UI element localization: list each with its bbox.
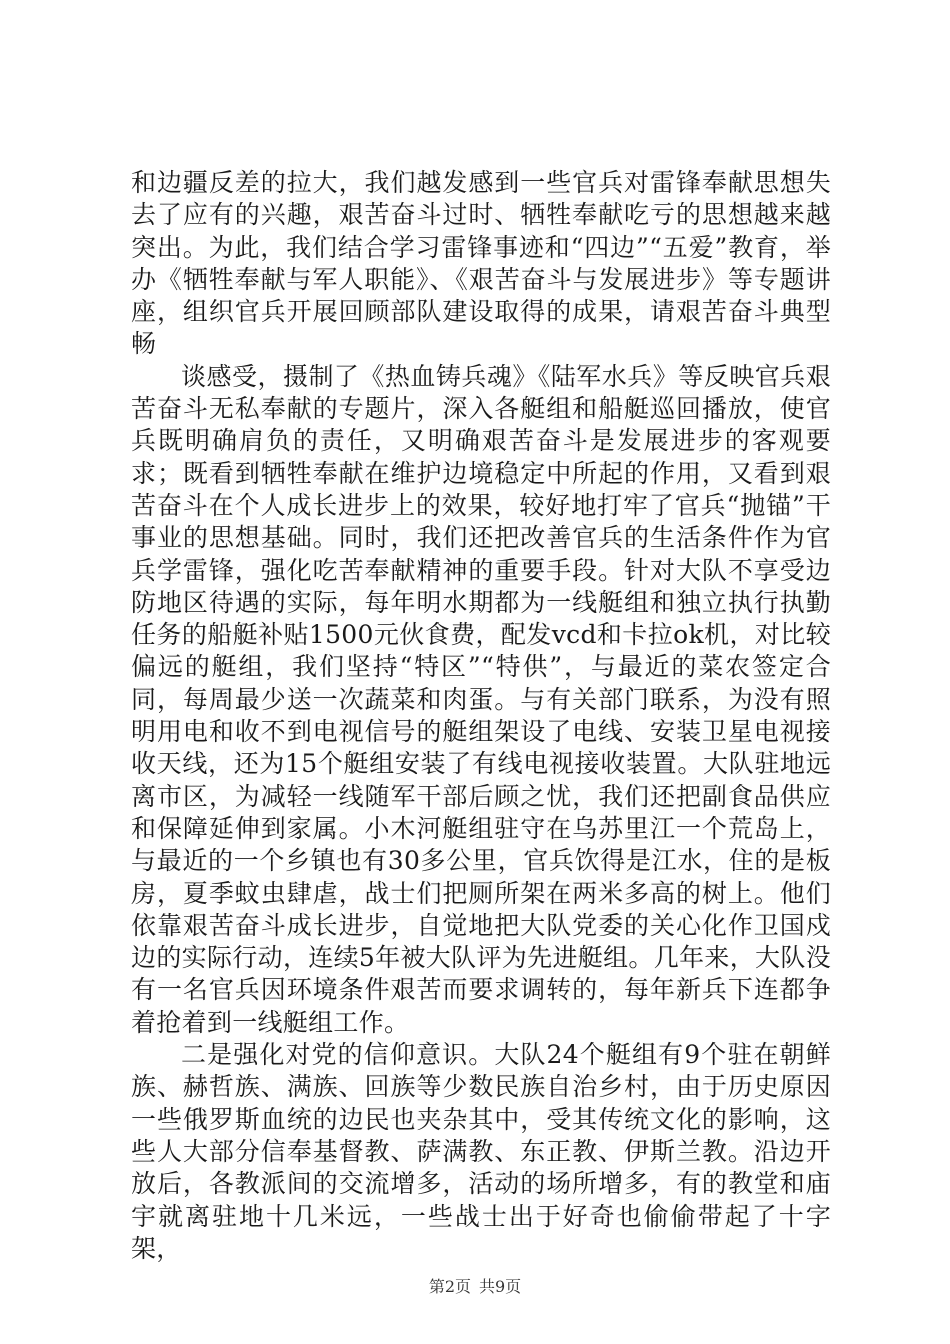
page-total: 共9页 xyxy=(479,1277,522,1296)
paragraph-3: 二是强化对党的信仰意识。大队24个艇组有9个驻在朝鲜族、赫哲族、满族、回族等少数民族自治乡村，由于历史原因一些俄罗斯血统的边民也夹杂其中，受其传统文化的影响，这些人大部分信奉基督教、萨满教、东正教、伊斯兰教。沿边开放后，各教派间的交流增多，活动的场所增多，有的教堂和庙宇就离驻地十几米远，一些战士出于好奇也偷偷带起了十字架， xyxy=(131,1040,831,1263)
page-footer xyxy=(0,1274,950,1297)
paragraph-2: 谈感受，摄制了《热血铸兵魂》《陆军水兵》等反映官兵艰苦奋斗无私奉献的专题片，深入各艇组和船艇巡回播放，使官兵既明确肩负的责任，又明确艰苦奋斗是发展进步的客观要求；既看到牺牲奉献在维护边境稳定中所起的作用，又看到艰苦奋斗在个人成长进步上的效果，较好地打牢了官兵“抛锚”干事业的思想基础。同时，我们还把改善官兵的生活条件作为官兵学雷锋，强化吃苦奉献精神的重要手段。针对大队不享受边防地区待遇的实际，每年明水期都为一线艇组和独立执行执勤任务的船艇补贴1500元伙食费，配发vcd和卡拉ok机，对比较偏远的艇组，我们坚持“特区”“特供”，与最近的菜农签定合同，每周最少送一次蔬菜和肉蛋。与有关部门联系，为没有照明用电和收不到电视信号的艇组架设了电线、安装卫星电视接收天线，还为15个艇组安装了有线电视接收装置。大队驻地远离市区，为减轻一线随军干部后顾之忧，我们还把副食品供应和保障延伸到家属。小木河艇组驻守在乌苏里江一个荒岛上，与最近的一个乡镇也有30多公里，官兵饮得是江水，住的是板房，夏季蚊虫肆虐，战士们把厕所架在两米多高的树上。他们依靠艰苦奋斗成长进步，自觉地把大队党委的关心化作卫国戍边的实际行动，连续5年被大队评为先进艇组。几年来，大队没有一名官兵因环境条件艰苦而要求调转的，每年新兵下连都争着抢着到一线艇组工作。 xyxy=(131,361,831,1037)
document-body xyxy=(131,167,831,1265)
page-number: 第2页 xyxy=(428,1277,471,1296)
paragraph-1: 和边疆反差的拉大，我们越发感到一些官兵对雷锋奉献思想失去了应有的兴趣，艰苦奋斗过时、牺牲奉献吃亏的思想越来越突出。为此，我们结合学习雷锋事迹和“四边”“五爱”教育，举办《牺牲奉献与军人职能》、《艰苦奋斗与发展进步》等专题讲座，组织官兵开展回顾部队建设取得的成果，请艰苦奋斗典型畅 xyxy=(131,168,831,359)
